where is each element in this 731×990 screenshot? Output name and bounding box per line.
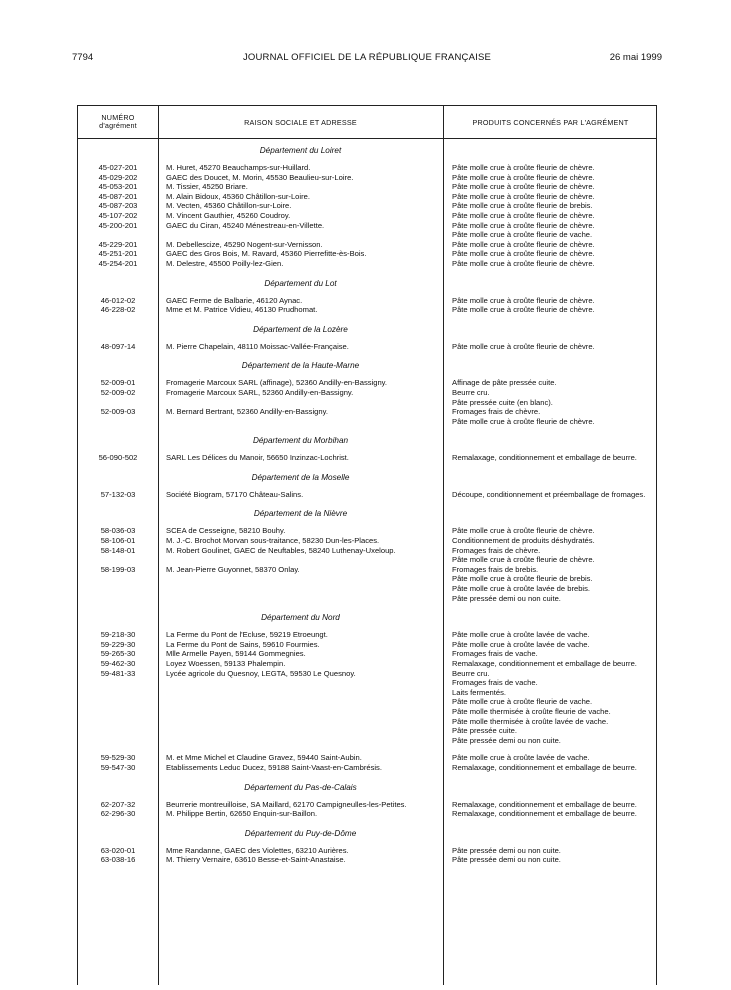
product-line: Remalaxage, conditionnement et emballage de beurre.: [452, 659, 637, 668]
department-heading: [78, 140, 658, 163]
products-cell: [443, 855, 658, 865]
product-line: Remalaxage, conditionnement et emballage de beurre.: [452, 809, 637, 819]
products-cell: [443, 659, 658, 669]
product-line: Fromages frais de vache.: [452, 678, 538, 688]
approval-number: 45-027-201: [98, 163, 138, 172]
products-cell: [443, 305, 658, 315]
products-cell: [443, 296, 658, 306]
products-cell: [443, 173, 658, 183]
company-name-address: Société Biogram, 57170 Château-Salins.: [166, 489, 304, 499]
products-cell: [443, 192, 658, 202]
department-name: Département de la Moselle: [251, 472, 350, 482]
table-row: [78, 753, 658, 763]
page-header: [72, 52, 662, 66]
table-row: [78, 649, 658, 659]
company-name-address: M. et Mme Michel et Claudine Gravez, 59440 Saint-Aubin.: [166, 753, 362, 763]
products-cell: [443, 388, 658, 407]
department-name: Département de la Haute-Marne: [241, 361, 360, 371]
product-line: Pâte molle thermisée à croûte fleurie de vache.: [452, 706, 611, 716]
products-cell: [443, 163, 658, 173]
approval-number: 45-029-202: [98, 172, 138, 182]
department-name: Département du Loiret: [259, 146, 342, 155]
product-line: Pâte molle crue à croûte lavée de vache.: [452, 639, 590, 649]
company-name-address: Fromagerie Marcoux SARL, 52360 Andilly-en-Bassigny.: [166, 387, 354, 397]
products-cell: [443, 240, 658, 250]
approval-number: 58-199-03: [100, 564, 136, 574]
row-spacer: [78, 745, 658, 753]
approval-number: 59-547-30: [100, 762, 136, 772]
company-name-address: M. Pierre Chapelain, 48110 Moissac-Vallée-Française.: [166, 341, 349, 351]
company-name-address: M. Huret, 45270 Beauchamps-sur-Huillard.: [166, 163, 311, 172]
company-name-address: M. Alain Bidoux, 45360 Châtillon-sur-Loire.: [166, 191, 310, 201]
approval-number: 56-090-502: [98, 453, 138, 463]
company-name-address: M. Vincent Gauthier, 45260 Coudroy.: [166, 210, 291, 220]
issue-date: 26 mai 1999: [609, 52, 662, 63]
company-name-address: M. Bernard Bertrant, 52360 Andilly-en-Bassigny.: [166, 407, 328, 417]
approval-number: 62-296-30: [100, 809, 136, 819]
table-row: [78, 800, 658, 810]
table-row: [78, 536, 658, 546]
approval-number: 52-009-01: [100, 378, 136, 388]
table-row: [78, 192, 658, 202]
table-row: [78, 855, 658, 865]
company-name-address: GAEC Ferme de Balbarie, 46120 Aynac.: [166, 295, 303, 305]
approval-number: 52-009-03: [100, 407, 136, 417]
department-heading: [78, 319, 658, 342]
company-name-address: Beurrerie montreuilloise, SA Maillard, 62170 Campigneulles-les-Petites.: [166, 799, 407, 809]
table-row: [78, 182, 658, 192]
products-cell: [443, 809, 658, 819]
department-name: Département du Puy-de-Dôme: [244, 828, 357, 838]
approval-number: 45-200-201: [98, 220, 138, 230]
department-heading: [78, 430, 658, 453]
company-name-address: SCEA de Cesseigne, 58210 Bouhy.: [166, 526, 286, 536]
column-header-number-line1: NUMÉRO: [101, 113, 135, 122]
column-header-number: [78, 106, 158, 138]
product-line: Pâte molle crue à croûte fleurie de chèvre.: [452, 239, 595, 249]
company-name-address: La Ferme du Pont de l'Ecluse, 59219 Etroeungt.: [166, 630, 328, 640]
table-row: [78, 526, 658, 536]
products-cell: [443, 249, 658, 259]
company-name-address: Mlle Armelle Payen, 59144 Gommegnies.: [166, 649, 306, 659]
products-cell: [443, 536, 658, 546]
department-heading: [78, 273, 658, 296]
products-cell: [443, 526, 658, 536]
approval-number: 59-462-30: [100, 659, 136, 668]
products-cell: [443, 453, 658, 463]
department-name: Département du Morbihan: [252, 436, 349, 446]
approval-number: 48-097-14: [100, 341, 136, 351]
product-line: Pâte pressée demi ou non cuite.: [452, 593, 561, 603]
approval-number: 62-207-32: [100, 799, 136, 809]
products-cell: [443, 763, 658, 773]
section-spacer: [78, 865, 658, 869]
product-line: Fromages frais de vache.: [452, 649, 538, 659]
department-name: Département de la Nièvre: [253, 509, 348, 519]
products-cell: [443, 182, 658, 192]
products-cell: [443, 490, 658, 500]
table-row: [78, 240, 658, 250]
product-line: Découpe, conditionnement et préemballage de fromages.: [452, 489, 646, 499]
products-cell: [443, 221, 658, 240]
company-name-address: GAEC du Ciran, 45240 Ménestreau-en-Villette.: [166, 220, 325, 230]
company-name-address: M. Vecten, 45360 Châtillon-sur-Loire.: [166, 201, 292, 211]
approval-number: 46-012-02: [100, 295, 136, 305]
company-name-address: Loyez Woessen, 59133 Phalempin.: [166, 659, 286, 668]
product-line: Pâte pressée cuite (en blanc).: [452, 397, 553, 407]
department-heading: [78, 503, 658, 526]
product-line: Beurre cru.: [452, 387, 490, 397]
product-line: Pâte molle crue à croûte fleurie de chèvre.: [452, 210, 595, 220]
department-heading: [78, 777, 658, 800]
products-cell: [443, 669, 658, 746]
department-name: Département du Nord: [261, 613, 340, 623]
company-name-address: M. Philippe Bertin, 62650 Enquin-sur-Baillon.: [166, 809, 318, 819]
product-line: Pâte molle crue à croûte fleurie de vache.: [452, 230, 593, 240]
products-cell: [443, 640, 658, 650]
approval-number: 52-009-02: [100, 387, 136, 397]
approval-number: 45-087-201: [98, 191, 138, 201]
product-line: Pâte molle crue à croûte fleurie de chèvre.: [452, 341, 595, 351]
journal-title: JOURNAL OFFICIEL DE LA RÉPUBLIQUE FRANÇAISE: [242, 52, 492, 63]
column-header-name: RAISON SOCIALE ET ADRESSE: [244, 117, 357, 127]
page-number: 7794: [72, 52, 94, 63]
product-line: Pâte molle crue à croûte fleurie de chèvre.: [452, 172, 595, 182]
approval-number: 58-148-01: [100, 545, 136, 555]
table-row: [78, 546, 658, 565]
approval-number: 63-020-01: [100, 845, 136, 855]
department-name: Département du Pas-de-Calais: [244, 782, 357, 792]
product-line: Pâte molle crue à croûte lavée de vache.: [452, 630, 590, 640]
company-name-address: GAEC des Doucet, M. Morin, 45530 Beaulieu-sur-Loire.: [166, 172, 354, 182]
table-row: [78, 630, 658, 640]
product-line: Pâte molle crue à croûte fleurie de chèvre.: [452, 526, 595, 536]
products-cell: [443, 565, 658, 603]
table-row: [78, 388, 658, 407]
column-header-products: PRODUITS CONCERNÉS PAR L'AGRÉMENT: [472, 117, 629, 127]
product-line: Beurre cru.: [452, 668, 490, 678]
company-name-address: GAEC des Gros Bois, M. Ravard, 45360 Pierrefitte-ès-Bois.: [166, 249, 367, 259]
product-line: Pâte molle crue à croûte fleurie de chèvre.: [452, 249, 595, 259]
product-line: Fromages frais de chèvre.: [452, 407, 541, 417]
department-name: Département de la Lozère: [253, 324, 348, 334]
table-row: [78, 565, 658, 603]
company-name-address: M. Robert Goulinet, GAEC de Neuftables, 58240 Luthenay-Uxeloup.: [166, 545, 396, 555]
approval-number: 59-218-30: [100, 630, 136, 640]
approval-table: [77, 105, 657, 985]
approval-number: 45-229-201: [98, 239, 138, 249]
table-row: [78, 259, 658, 269]
products-cell: [443, 378, 658, 388]
approval-number: 45-107-202: [98, 210, 138, 220]
product-line: Fromages frais de brebis.: [452, 564, 539, 574]
table-row: [78, 659, 658, 669]
products-cell: [443, 546, 658, 565]
table-row: [78, 173, 658, 183]
approval-number: 58-106-01: [100, 536, 136, 546]
product-line: Pâte pressée demi ou non cuite.: [452, 735, 561, 745]
product-line: Pâte molle crue à croûte fleurie de chèvre.: [452, 258, 595, 268]
table-row: [78, 669, 658, 746]
table-row: [78, 763, 658, 773]
products-cell: [443, 201, 658, 211]
table-row: [78, 211, 658, 221]
approval-number: 45-251-201: [98, 249, 138, 259]
table-row: [78, 201, 658, 211]
table-row: [78, 407, 658, 426]
table-row: [78, 640, 658, 650]
department-name: Département du Lot: [264, 278, 337, 288]
table-body: [78, 140, 658, 869]
products-cell: [443, 211, 658, 221]
products-cell: [443, 630, 658, 640]
company-name-address: M. J.-C. Brochot Morvan sous-traitance, 58230 Dun-les-Places.: [166, 536, 380, 546]
product-line: Pâte molle crue à croûte fleurie de chèvre.: [452, 305, 595, 315]
product-line: Pâte molle crue à croûte lavée de brebis.: [452, 584, 591, 594]
table-row: [78, 163, 658, 173]
product-line: Remalaxage, conditionnement et emballage de beurre.: [452, 799, 637, 809]
approval-number: 45-087-203: [98, 201, 138, 211]
approval-number: 59-481-33: [100, 668, 136, 678]
header-divider: [78, 138, 656, 139]
products-cell: [443, 800, 658, 810]
products-cell: [443, 407, 658, 426]
approval-number: 59-265-30: [100, 649, 136, 659]
table-row: [78, 305, 658, 315]
table-row: [78, 296, 658, 306]
product-line: Remalaxage, conditionnement et emballage de beurre.: [452, 453, 637, 463]
product-line: Pâte molle crue à croûte fleurie de brebis.: [452, 201, 593, 211]
product-line: Pâte molle crue à croûte fleurie de chèvre.: [452, 163, 595, 172]
table-row: [78, 453, 658, 463]
column-header-number-line2: d'agrément: [99, 121, 137, 130]
company-name-address: Mme Randanne, GAEC des Violettes, 63210 Aurières.: [166, 845, 349, 855]
product-line: Pâte molle crue à croûte fleurie de chèvre.: [452, 416, 595, 426]
product-line: Pâte molle crue à croûte fleurie de chèvre.: [452, 191, 595, 201]
product-line: Pâte molle crue à croûte fleurie de chèvre.: [452, 182, 595, 192]
product-line: Pâte pressée cuite.: [452, 726, 518, 736]
table-row: [78, 846, 658, 856]
approval-number: 46-228-02: [100, 305, 136, 315]
product-line: Pâte molle crue à croûte fleurie de chèvre.: [452, 220, 595, 230]
table-row: [78, 342, 658, 352]
products-cell: [443, 753, 658, 763]
company-name-address: M. Tissier, 45250 Briare.: [166, 182, 248, 192]
company-name-address: Lycée agricole du Quesnoy, LEGTA, 59530 Le Quesnoy.: [166, 668, 356, 678]
product-line: Affinage de pâte pressée cuite.: [452, 378, 557, 388]
product-line: Pâte molle crue à croûte fleurie de chèvre.: [452, 295, 595, 305]
company-name-address: Fromagerie Marcoux SARL (affinage), 52360 Andilly-en-Bassigny.: [166, 378, 388, 388]
company-name-address: M. Jean-Pierre Guyonnet, 58370 Onlay.: [166, 564, 300, 574]
product-line: Pâte pressée demi ou non cuite.: [452, 855, 561, 865]
company-name-address: La Ferme du Pont de Sains, 59610 Fourmies.: [166, 639, 320, 649]
table-row: [78, 378, 658, 388]
approval-number: 58-036-03: [100, 526, 136, 536]
product-line: Pâte molle crue à croûte lavée de vache.: [452, 753, 590, 763]
company-name-address: M. Thierry Vernaire, 63610 Besse-et-Saint-Anastaise.: [166, 855, 346, 865]
table-row: [78, 809, 658, 819]
products-cell: [443, 342, 658, 352]
department-heading: [78, 355, 658, 378]
approval-number: 45-254-201: [98, 258, 138, 268]
product-line: Pâte molle thermisée à croûte lavée de vache.: [452, 716, 609, 726]
company-name-address: Mme et M. Patrice Vidieu, 46130 Prudhomat.: [166, 305, 318, 315]
product-line: Conditionnement de produits déshydratés.: [452, 536, 595, 546]
product-line: Pâte molle crue à croûte fleurie de chèvre.: [452, 555, 595, 565]
approval-number: 45-053-201: [98, 182, 138, 192]
department-heading: [78, 607, 658, 630]
product-line: Pâte pressée demi ou non cuite.: [452, 845, 561, 855]
company-name-address: M. Debellescize, 45290 Nogent-sur-Vernisson.: [166, 239, 323, 249]
approval-number: 59-529-30: [100, 753, 136, 763]
approval-number: 57-132-03: [100, 489, 136, 499]
product-line: Laits fermentés.: [452, 687, 507, 697]
product-line: Pâte molle crue à croûte fleurie de brebis.: [452, 574, 593, 584]
company-name-address: M. Delestre, 45500 Poilly-lez-Gien.: [166, 258, 284, 268]
approval-number: 59-229-30: [100, 639, 136, 649]
table-row: [78, 490, 658, 500]
products-cell: [443, 649, 658, 659]
company-name-address: Etablissements Leduc Ducez, 59188 Saint-Vaast-en-Cambrésis.: [166, 762, 382, 772]
products-cell: [443, 259, 658, 269]
product-line: Pâte molle crue à croûte fleurie de vache.: [452, 697, 593, 707]
approval-number: 63-038-16: [100, 855, 136, 865]
product-line: Fromages frais de chèvre.: [452, 545, 541, 555]
department-heading: [78, 467, 658, 490]
company-name-address: SARL Les Délices du Manoir, 56650 Inzinzac-Lochrist.: [166, 453, 349, 463]
products-cell: [443, 846, 658, 856]
department-heading: [78, 823, 658, 846]
table-row: [78, 249, 658, 259]
product-line: Remalaxage, conditionnement et emballage de beurre.: [452, 762, 637, 772]
table-row: [78, 221, 658, 240]
